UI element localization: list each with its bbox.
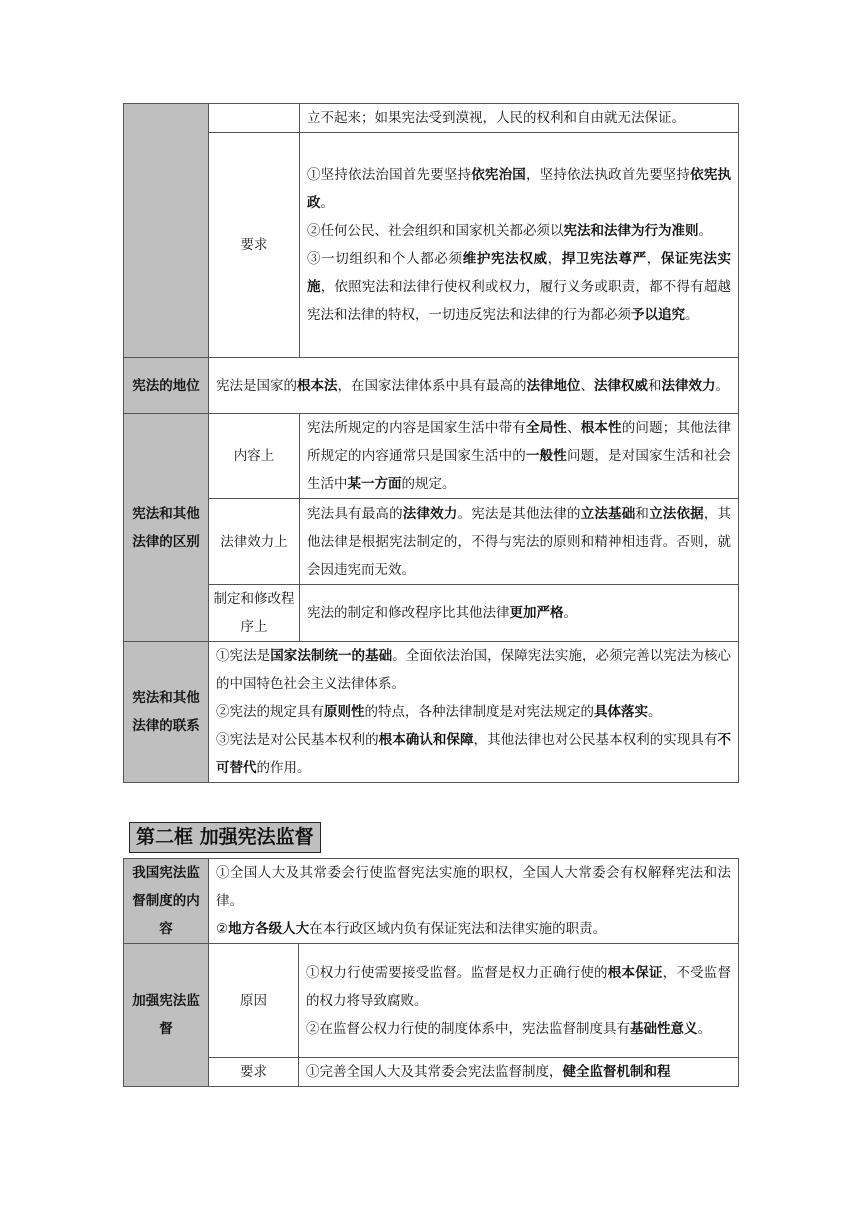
constitution-table (123, 103, 739, 783)
connection-header: 宪法和其他法律的联系 (124, 642, 209, 783)
continued-sub-cell (209, 104, 300, 133)
emphasis-text: 法律效力 (661, 377, 716, 394)
section-title: 第二框 加强宪法监督 (129, 822, 321, 853)
emphasis-text: 立法基础 (580, 505, 636, 522)
strengthen-header: 加强宪法监督 (124, 944, 209, 1087)
emphasis-text: 依宪执政 (307, 167, 732, 211)
requirement-line-1: ①坚持依法治国首先要坚持依宪治国，坚持依法执政首先要坚持依宪执政。 (307, 167, 732, 211)
emphasis-text: 法律效力 (402, 505, 458, 522)
emphasis-text: 地方各级人大 (228, 921, 310, 937)
emphasis-text: 健全监督机制和程 (562, 1064, 671, 1080)
requirement-text (300, 133, 739, 358)
supervision-requirement-label: 要求 (209, 1058, 299, 1087)
reason-text (299, 944, 739, 1058)
continued-header-cell (124, 104, 209, 358)
connection-line-3: ③宪法是对公民基本权利的根本确认和保障，其他法律也对公民基本权利的实现具有不可替代的作用。 (216, 732, 732, 776)
procedure-label: 制定和修改程序上 (209, 585, 300, 642)
system-line-1: ①全国人大及其常委会行使监督宪法实施的职权，全国人大常委会有权解释宪法和法律。 (216, 865, 731, 909)
supervision-table (123, 858, 739, 1087)
emphasis-text: 维护宪法权威 (462, 251, 548, 267)
emphasis-text: 国家法制统一的基础 (270, 648, 393, 664)
continued-text: 立不起来；如果宪法受到漠视，人民的权利和自由就无法保证。 (300, 104, 739, 133)
connection-line-1: ①宪法是国家法制统一的基础。全面依法治国，保障宪法实施，必须完善以宪法为核心的中国特色社会主义法律体系。 (216, 648, 732, 692)
content-label: 内容上 (209, 414, 300, 499)
reason-line-1: ①权力行使需要接受监督。监督是权力正确行使的根本保证，不受监督的权力将导致腐败。 (306, 964, 732, 1009)
system-header: 我国宪法监督制度的内容 (124, 859, 209, 944)
content-text: 宪法所规定的内容是国家生活中带有全局性、根本性的问题；其他法律所规定的内容通常只是国家生活中的一般性问题，是对国家生活和社会生活中某一方面的规定。 (300, 414, 739, 499)
status-text: 宪法是国家的根本法，在国家法律体系中具有最高的法律地位、法律权威和法律效力。 (209, 358, 739, 414)
emphasis-text: 根本保证 (607, 964, 663, 981)
emphasis-text: 某一方面 (347, 476, 402, 492)
system-line-2: ②地方各级人大在本行政区域内负有保证宪法和法律实施的职责。 (216, 921, 607, 937)
effect-label: 法律效力上 (209, 499, 300, 585)
emphasis-text: 立法依据 (649, 505, 704, 522)
requirement-line-2: ②任何公民、社会组织和国家机关都必须以宪法和法律为行为准则。 (307, 223, 712, 239)
emphasis-text: 宪法和法律为行为准则 (563, 223, 699, 239)
emphasis-text: 捍卫宪法尊严 (561, 251, 647, 267)
emphasis-text: 具体落实 (594, 704, 648, 720)
difference-header: 宪法和其他法律的区别 (124, 414, 209, 642)
emphasis-text: 不可替代 (216, 732, 732, 776)
system-text (209, 859, 739, 944)
requirement-label: 要求 (209, 133, 300, 358)
emphasis-text: 法律权威 (594, 377, 648, 394)
emphasis-text: 全局性 (525, 420, 567, 436)
emphasis-text: 依宪治国 (471, 167, 526, 183)
reason-label: 原因 (209, 944, 299, 1058)
emphasis-text: 一般性 (525, 448, 567, 464)
status-header: 宪法的地位 (124, 358, 209, 414)
reason-line-2: ②在监督公权力行使的制度体系中，宪法监督制度具有基础性意义。 (306, 1020, 711, 1037)
connection-line-2: ②宪法的规定具有原则性的特点，各种法律制度是对宪法规定的具体落实。 (216, 704, 662, 720)
requirement-line-3: ③一切组织和个人都必须维护宪法权威，捍卫宪法尊严，保证宪法实施，依照宪法和法律行使权利或权力，履行义务或职责，都不得有超越宪法和法律的特权，一切违反宪法和法律的行为都必须予以追究。 (307, 251, 732, 323)
emphasis-text: 保证宪法实施 (307, 251, 732, 295)
connection-text (209, 642, 739, 783)
emphasis-text: 原则性 (324, 704, 365, 720)
emphasis-text: 更加严格 (509, 605, 564, 621)
effect-text: 宪法具有最高的法律效力。宪法是其他法律的立法基础和立法依据，其他法律是根据宪法制定的，不得与宪法的原则和精神相违背。否则，就会因违宪而无效。 (300, 499, 739, 585)
emphasis-text: 基础性意义 (630, 1020, 698, 1037)
supervision-requirement-text: ①完善全国人大及其常委会宪法监督制度，健全监督机制和程 (299, 1058, 739, 1087)
procedure-text: 宪法的制定和修改程序比其他法律更加严格。 (300, 585, 739, 642)
emphasis-text: 法律地位 (526, 377, 581, 394)
emphasis-text: 根本确认和保障 (378, 732, 474, 748)
emphasis-text: 根本法 (297, 377, 338, 394)
emphasis-text: 根本性 (580, 420, 622, 436)
emphasis-text: 予以追究 (631, 307, 685, 323)
